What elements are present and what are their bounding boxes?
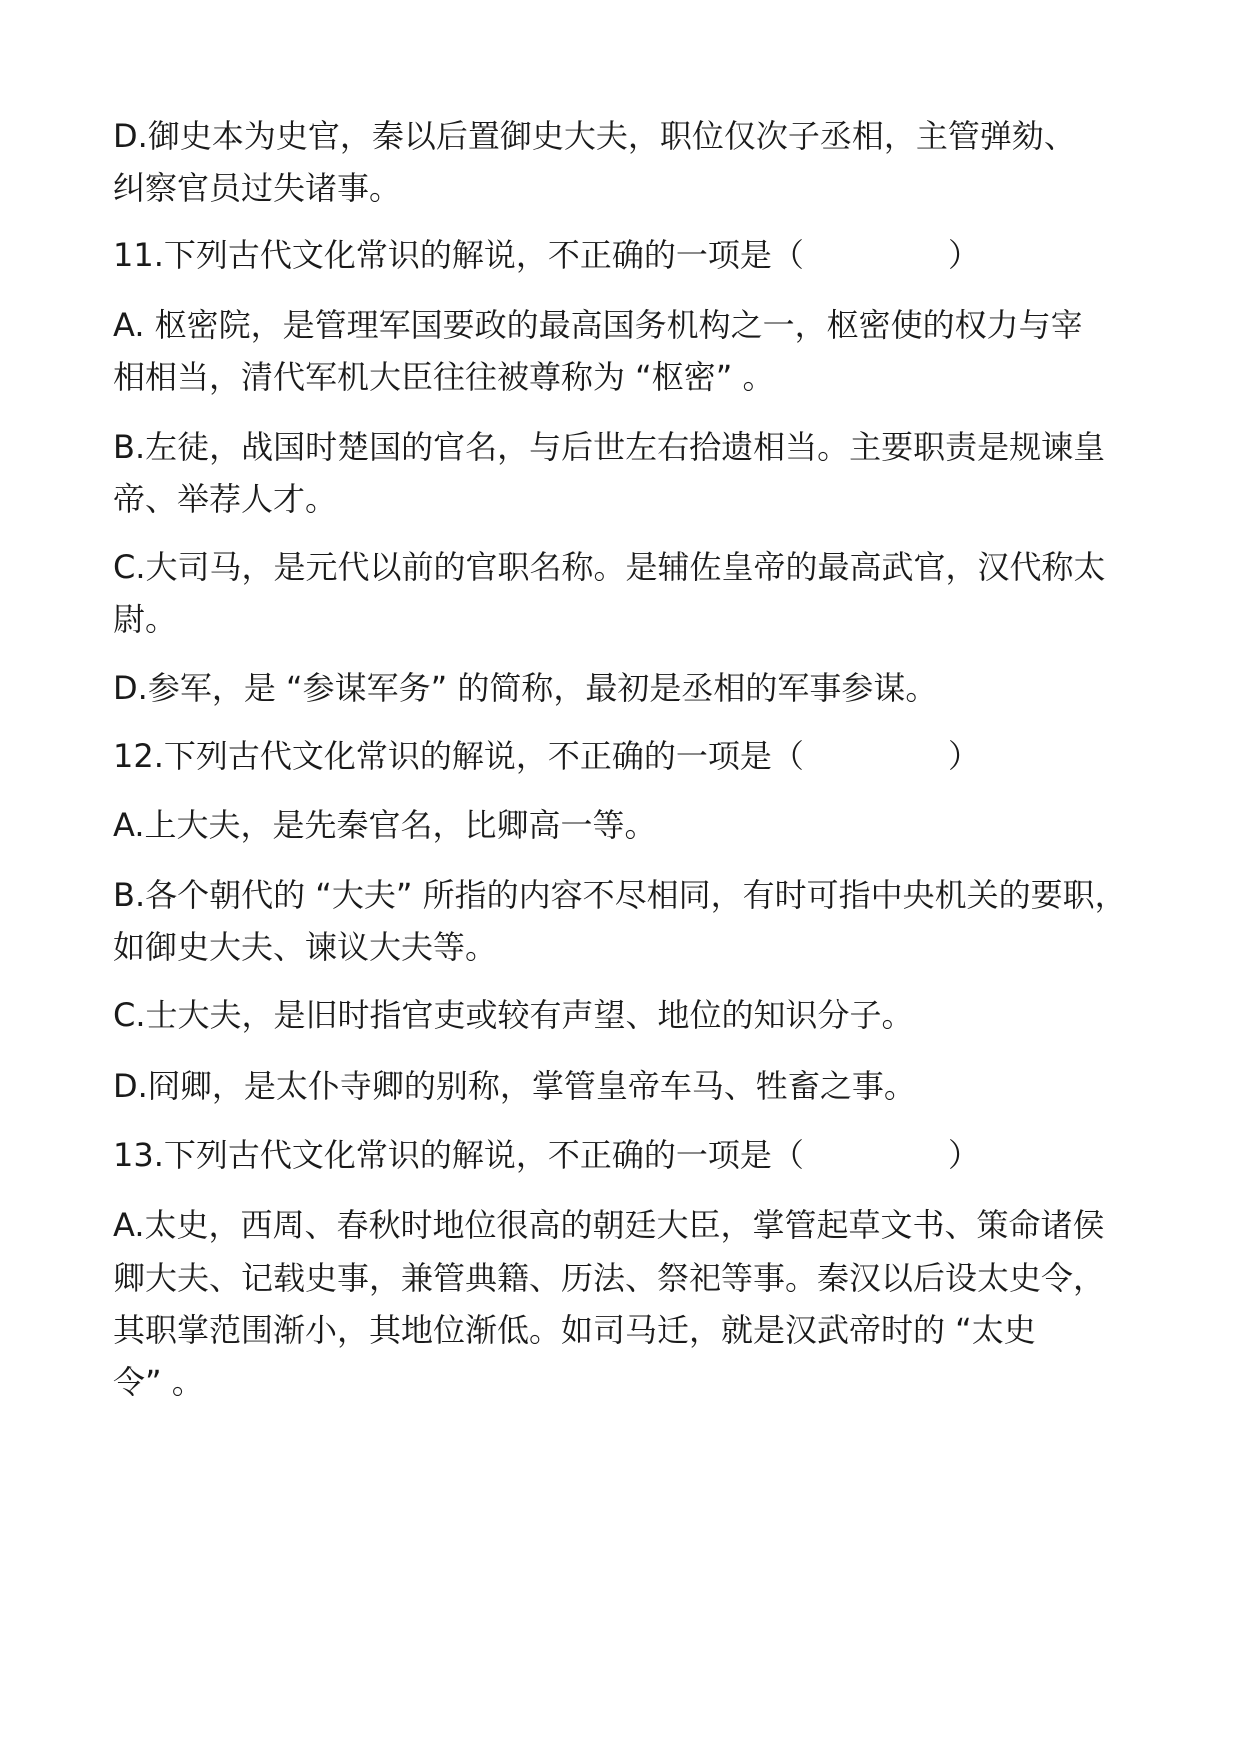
- option-b-q11-line-1: B.左徒，战国时楚国的官名，与后世左右拾遗相当。主要职责是规谏皇: [113, 428, 1106, 466]
- question-12-stem: 12.下列古代文化常识的解说，不正确的一项是（: [113, 737, 804, 775]
- option-c-q11-line-1: C.大司马，是元代以前的官职名称。是辅佐皇帝的最高武官，汉代称太: [113, 548, 1106, 586]
- question-13-stem: 13.下列古代文化常识的解说，不正确的一项是（: [113, 1136, 804, 1174]
- question-11-answer-paren: ）: [948, 236, 981, 274]
- option-a-q12: A.上大夫，是先秦官名，比卿高一等。: [113, 806, 657, 844]
- option-d-q11: D.参军，是 “参谋军务” 的简称，最初是丞相的军事参谋。: [113, 669, 938, 707]
- option-b-q12-line-2: 如御史大夫、谏议大夫等。: [113, 928, 498, 966]
- option-d-q10-line-1: D.御史本为史官，秦以后置御史大夫，职位仅次子丞相，主管弹劾、: [113, 117, 1076, 155]
- option-c-q11-line-2: 尉。: [113, 600, 178, 638]
- option-a-q11-line-1: A. 枢密院，是管理军国要政的最高国务机构之一，枢密使的权力与宰: [113, 306, 1083, 344]
- option-a-q11-line-2: 相相当，清代军机大臣往往被尊称为 “枢密” 。: [113, 358, 775, 396]
- option-a-q13-line-1: A.太史，西周、春秋时地位很高的朝廷大臣，掌管起草文书、策命诸侯: [113, 1206, 1105, 1244]
- question-11-stem: 11.下列古代文化常识的解说，不正确的一项是（: [113, 236, 804, 274]
- option-b-q12-line-1: B.各个朝代的 “大夫” 所指的内容不尽相同，有时可指中央机关的要职，: [113, 876, 1127, 914]
- option-b-q11-line-2: 帝、举荐人才。: [113, 480, 338, 518]
- option-d-q12: D.冏卿，是太仆寺卿的别称，掌管皇帝车马、牲畜之事。: [113, 1067, 916, 1105]
- option-d-q10-line-2: 纠察官员过失诸事。: [113, 169, 402, 207]
- option-a-q13-line-4: 令” 。: [113, 1363, 204, 1401]
- option-a-q13-line-2: 卿大夫、记载史事，兼管典籍、历法、祭祀等事。秦汉以后设太史令，: [113, 1259, 1106, 1297]
- question-13-answer-paren: ）: [948, 1136, 981, 1174]
- option-a-q13-line-3: 其职掌范围渐小，其地位渐低。如司马迁，就是汉武帝时的 “太史: [113, 1311, 1036, 1349]
- option-c-q12: C.士大夫，是旧时指官吏或较有声望、地位的知识分子。: [113, 996, 914, 1034]
- question-12-answer-paren: ）: [948, 737, 981, 775]
